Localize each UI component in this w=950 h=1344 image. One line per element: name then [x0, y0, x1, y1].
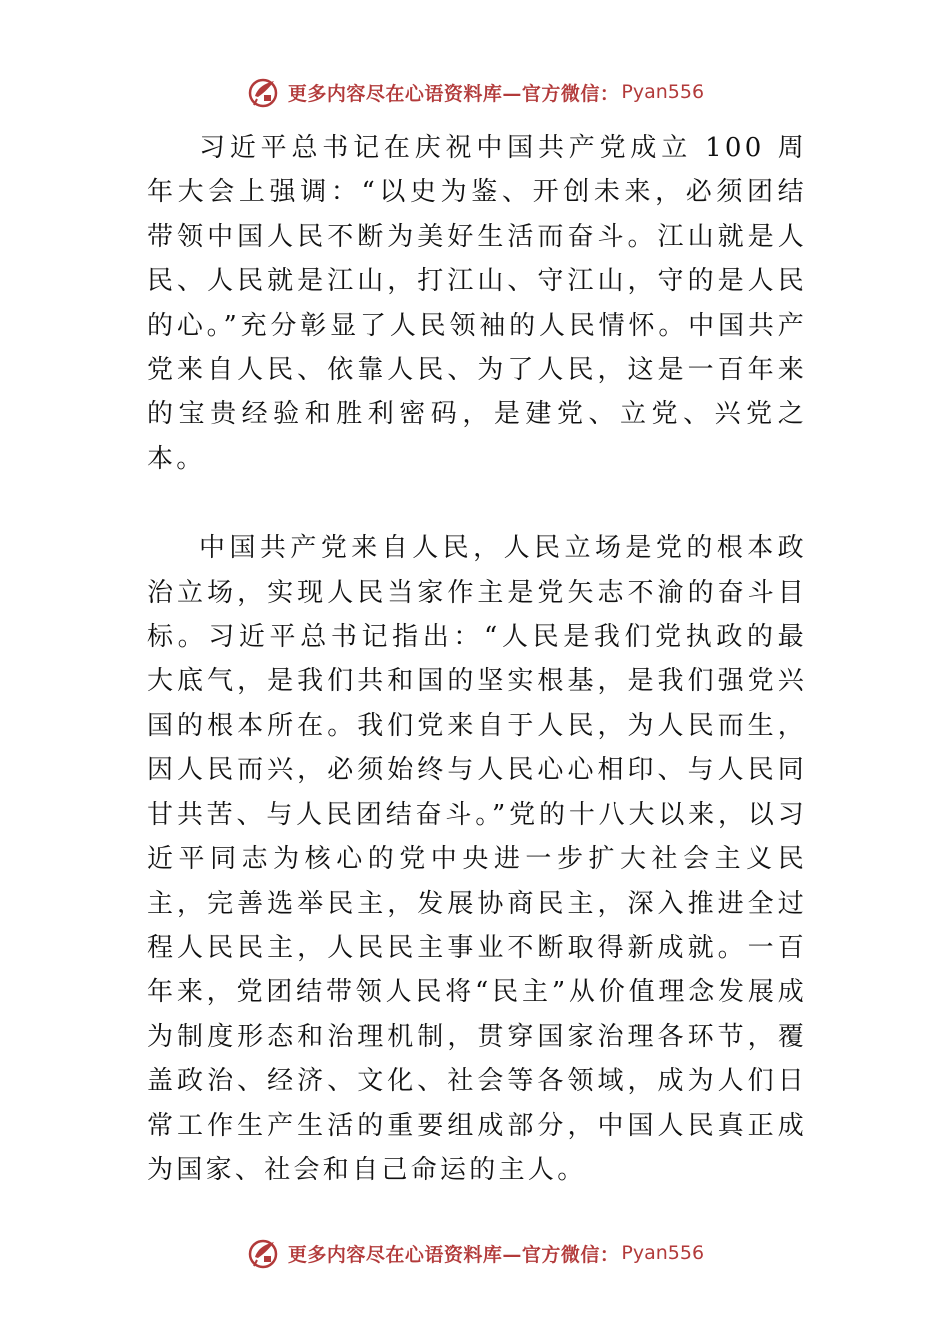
footer-banner — [0, 1233, 950, 1273]
paragraph-1: 习近平总书记在庆祝中国共产党成立 100 周年大会上强调：“以史为鉴、开创未来，必须团结带领中国人民不断为美好生活而奋斗。江山就是人民、人民就是江山，打江山、守江山，守的是人民的心。”充分彰显了人民领袖的人民情怀。中国共产党来自人民、依靠人民、为了人民，这是一百年来的宝贵经验和胜利密码，是建党、立党、兴党之本。 — [147, 133, 807, 474]
library-seal-icon — [246, 1236, 280, 1270]
footer-wechat-id: Pyan556 — [621, 1242, 705, 1264]
document-body — [147, 126, 807, 1192]
header-wechat-id: Pyan556 — [621, 81, 705, 103]
paragraph-2: 中国共产党来自人民，人民立场是党的根本政治立场，实现人民当家作主是党矢志不渝的奋斗目标。习近平总书记指出：“人民是我们党执政的最大底气，是我们共和国的坚实根基，是我们强党兴国的根本所在。我们党来自于人民，为人民而生，因人民而兴，必须始终与人民心心相印、与人民同甘共苦、与人民团结奋斗。”党的十八大以来，以习近平同志为核心的党中央进一步扩大社会主义民主，完善选举民主，发展协商民主，深入推进全过程人民民主，人民民主事业不断取得新成就。一百年来，党团结带领人民将“民主”从价值理念发展成为制度形态和治理机制，贯穿国家治理各环节，覆盖政治、经济、文化、社会等各领域，成为人们日常工作生产生活的重要组成部分，中国人民真正成为国家、社会和自己命运的主人。 — [147, 533, 807, 1185]
footer-banner-text: 更多内容尽在心语资料库—官方微信： — [287, 1243, 620, 1266]
header-banner — [0, 72, 950, 112]
header-banner-text: 更多内容尽在心语资料库—官方微信： — [287, 82, 620, 105]
library-seal-icon — [246, 75, 280, 109]
